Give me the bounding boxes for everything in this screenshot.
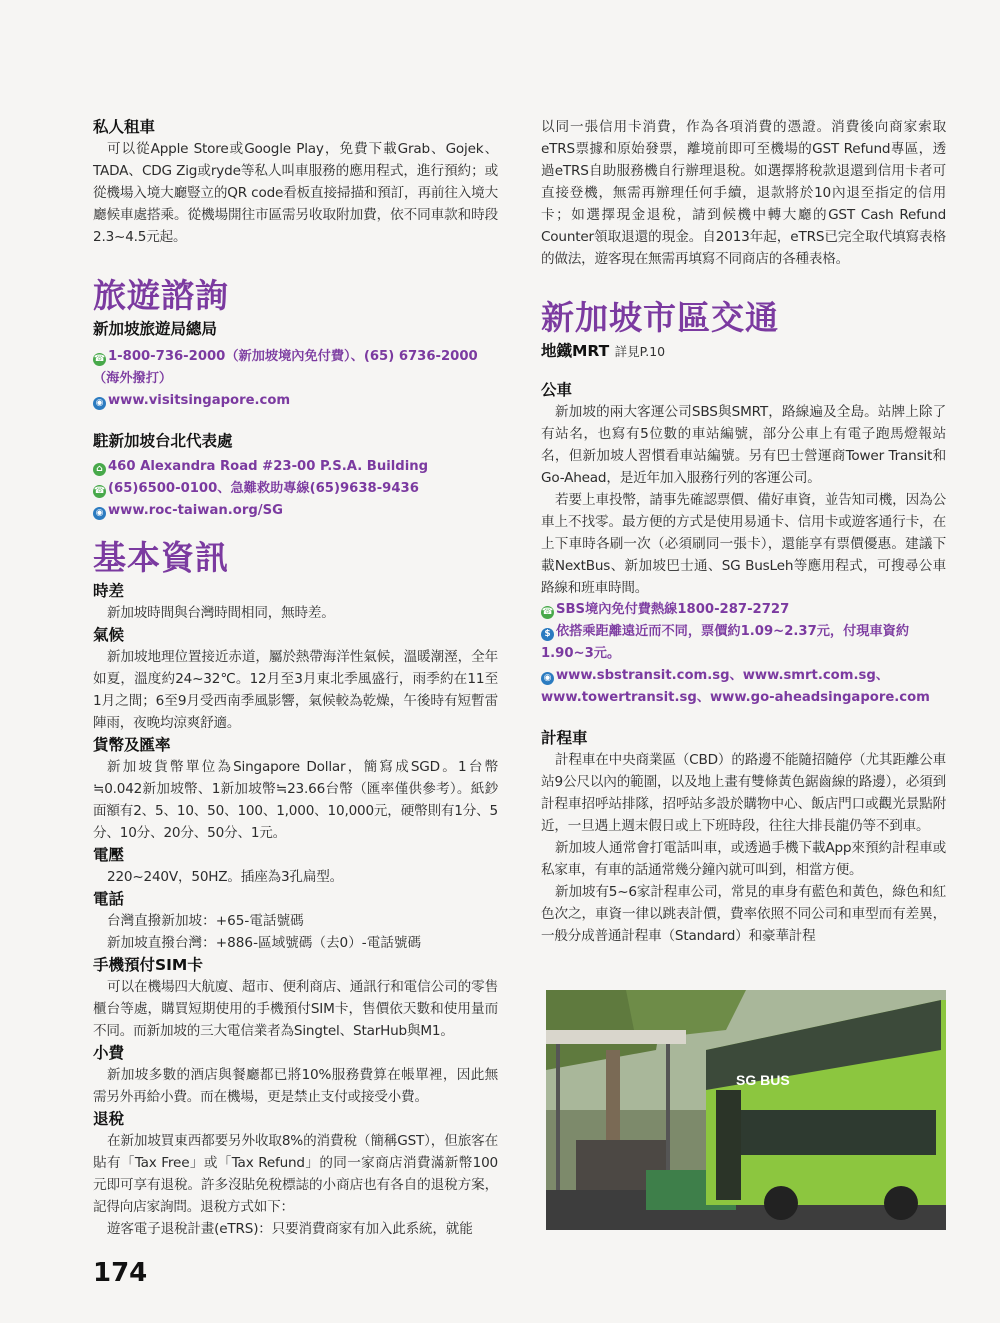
phone-heading: 電話 xyxy=(93,890,125,908)
tax-body: 在新加坡買東西都要另外收取8%的消費稅（簡稱GST），但旅客在貼有「Tax Free」或「Tax Refund」的同一家商店消費滿新幣100元即可享有退稅。許多沒貼免稅標誌的小商店也有各自的退稅方案，記得向店家詢問。退稅方式如下： xyxy=(93,1133,498,1215)
taipei-web[interactable]: ◉ www.roc-taiwan.org/SG xyxy=(93,500,498,522)
voltage-body: 220~240V，50HZ。插座為3孔扁型。 xyxy=(107,869,344,885)
bus-photo-illustration xyxy=(546,990,946,1230)
taxi-body-1: 計程車在中央商業區（CBD）的路邊不能隨招隨停（尤其距離公車站9公尺以內的範圍，以及地上畫有雙條黃色鋸齒線的路邊），必須到計程車招呼站排隊，招呼站多設於購物中心、飯店門口或觀光景點附近，一旦遇上週末假日或上下班時段，往往大排長龍仍等不到車。 xyxy=(541,752,946,834)
timezone-heading: 時差 xyxy=(93,582,125,600)
voltage-heading: 電壓 xyxy=(93,846,125,864)
bus-heading: 公車 xyxy=(541,381,573,399)
globe-icon: ◉ xyxy=(93,397,106,410)
globe-icon: ◉ xyxy=(93,507,106,520)
currency-body: 新加坡貨幣單位為Singapore Dollar，簡寫成SGD。1台幣≒0.042新加坡幣、1新加坡幣≒23.66台幣（匯率僅供參考）。紙鈔面額有2、5、10、50、100、1,000、10,000元，硬幣則有1分、5分、10分、20分、50分、1元。 xyxy=(93,759,498,841)
currency-heading: 貨幣及匯率 xyxy=(93,736,171,754)
phone-body-1: 台灣直撥新加坡：+65-電話號碼 xyxy=(107,913,304,929)
stb-web[interactable]: ◉ www.visitsingapore.com xyxy=(93,390,498,412)
location-icon: ⌂ xyxy=(93,463,106,476)
bus-stop-photo xyxy=(546,990,946,1230)
mrt-heading: 地鐵MRT 詳見P.10 xyxy=(541,342,666,360)
taipei-address: ⌂ 460 Alexandra Road #23-00 P.S.A. Building xyxy=(93,456,498,478)
bus-websites[interactable]: ◉ www.sbstransit.com.sg、www.smrt.com.sg、www.towertransit.sg、www.go-aheadsingapore.com xyxy=(541,668,930,705)
right-column xyxy=(541,116,946,947)
taipei-phone: ☎ (65)6500-0100、急難救助專線(65)9638-9436 xyxy=(93,481,419,496)
dollar-icon: $ xyxy=(541,628,554,641)
tax-continued: 以同一張信用卡消費，作為各項消費的憑證。消費後向商家索取eTRS票據和原始發票，離境前即可至機場的GST Refund專區，透過eTRS自助服務機自行辦理退稅。如選擇將稅款退還到信用卡者可直接登機，無需再辦理任何手續，退款將於10內退至指定的信用卡；如選擇現金退稅，請到候機中轉大廳的GST Cash Refund Counter領取退還的現金。自2013年起，eTRS已完全取代填寫表格的做法，遊客現在無需再填寫不同商店的各種表格。 xyxy=(541,119,946,267)
climate-heading: 氣候 xyxy=(93,626,125,644)
stb-name: 新加坡旅遊局總局 xyxy=(93,320,218,338)
phone-icon: ☎ xyxy=(541,607,554,617)
bus-fare: $ 依搭乘距離遠近而不同，票價約1.09~2.37元，付現車資約1.90~3元。 xyxy=(541,624,910,661)
private-car-heading: 私人租車 xyxy=(93,118,156,136)
tax-body-2: 遊客電子退稅計畫(eTRS)：只要消費商家有加入此系統，就能 xyxy=(107,1221,473,1237)
phone-body-2: 新加坡直撥台灣：+886-區域號碼（去0）-電話號碼 xyxy=(107,935,422,951)
mrt-reference: 詳見P.10 xyxy=(614,344,666,359)
climate-body: 新加坡地理位置接近赤道，屬於熱帶海洋性氣候，溫暖潮溼，全年如夏，溫度約24~32℃。12月至3月東北季風盛行，雨季約在11至1月之間；6至9月受西南季風影響，氣候較為乾燥，午後時有短暫雷陣雨，夜晚均涼爽舒適。 xyxy=(93,649,498,731)
tip-body: 新加坡多數的酒店與餐廳都已將10%服務費算在帳單裡，因此無需另外再給小費。而在機場，更是禁止支付或接受小費。 xyxy=(93,1067,498,1105)
bus-body-2: 若要上車投幣，請事先確認票價、備好車資，並告知司機，因為公車上不找零。最方便的方式是使用易通卡、信用卡或遊客通行卡，在上下車時各刷一次（必須刷同一張卡），還能享有票價優惠。建議下載NextBus、新加坡巴士通、SG BusLeh等應用程式，可搜尋公車路線和班車時間。 xyxy=(541,492,946,596)
page-number: 174 xyxy=(93,1258,148,1288)
phone-icon: ☎ xyxy=(93,486,106,496)
sim-body: 可以在機場四大航廈、超市、便利商店、通訊行和電信公司的零售櫃台等處，購買短期使用的手機預付SIM卡，售價依天數和使用量而不同。而新加坡的三大電信業者為Singtel、StarHub與M1。 xyxy=(93,979,498,1039)
taxi-heading: 計程車 xyxy=(541,729,588,747)
taxi-body-2: 新加坡人通常會打電話叫車，或透過手機下載App來預約計程車或私家車，有車的話通常幾分鐘內就可叫到，相當方便。 xyxy=(541,840,946,878)
globe-icon: ◉ xyxy=(541,672,554,685)
taipei-office-name: 駐新加坡台北代表處 xyxy=(93,432,233,450)
bus-hotline: ☎ SBS境內免付費熱線1800-287-2727 xyxy=(541,602,790,617)
sim-heading: 手機預付SIM卡 xyxy=(93,956,203,974)
taxi-body-3: 新加坡有5~6家計程車公司，常見的車身有藍色和黃色，綠色和紅色次之，車資一律以跳表計價，費率依照不同公司和車型而有差異，一般分成普通計程車（Standard）和豪華計程 xyxy=(541,884,946,944)
timezone-body: 新加坡時間與台灣時間相同，無時差。 xyxy=(107,605,335,621)
left-column xyxy=(93,116,498,1240)
phone-icon: ☎ xyxy=(93,354,106,364)
bus-logo-text: SG BUS xyxy=(736,1072,790,1088)
tourism-title: 旅遊諮詢 xyxy=(93,276,229,315)
private-car-body: 可以從Apple Store或Google Play，免費下載Grab、Gojek、TADA、CDG Zig或ryde等私人叫車服務的應用程式，進行預約；或從機場入境大廳豎立的QR code看板直接掃描和預訂，再前往入境大廳候車處搭乘。從機場開往市區需另收取附加費，依不同車款和時段2.3~4.5元起。 xyxy=(93,141,498,245)
transport-title: 新加坡市區交通 xyxy=(541,298,779,337)
bus-body-1: 新加坡的兩大客運公司SBS與SMRT，路線遍及全島。站牌上除了有站名，也寫有5位數的車站編號，部分公車上有電子跑馬燈報站名，但新加坡人習慣看車站編號。另有巴士營運商Tower Transit和Go-Ahead，是近年加入服務行列的客運公司。 xyxy=(541,404,946,486)
tip-heading: 小費 xyxy=(93,1044,125,1062)
basic-info-title: 基本資訊 xyxy=(93,538,229,577)
stb-phone: ☎ 1-800-736-2000（新加坡境內免付費）、(65) 6736-2000（海外撥打） xyxy=(93,349,478,386)
tax-heading: 退稅 xyxy=(93,1110,125,1128)
